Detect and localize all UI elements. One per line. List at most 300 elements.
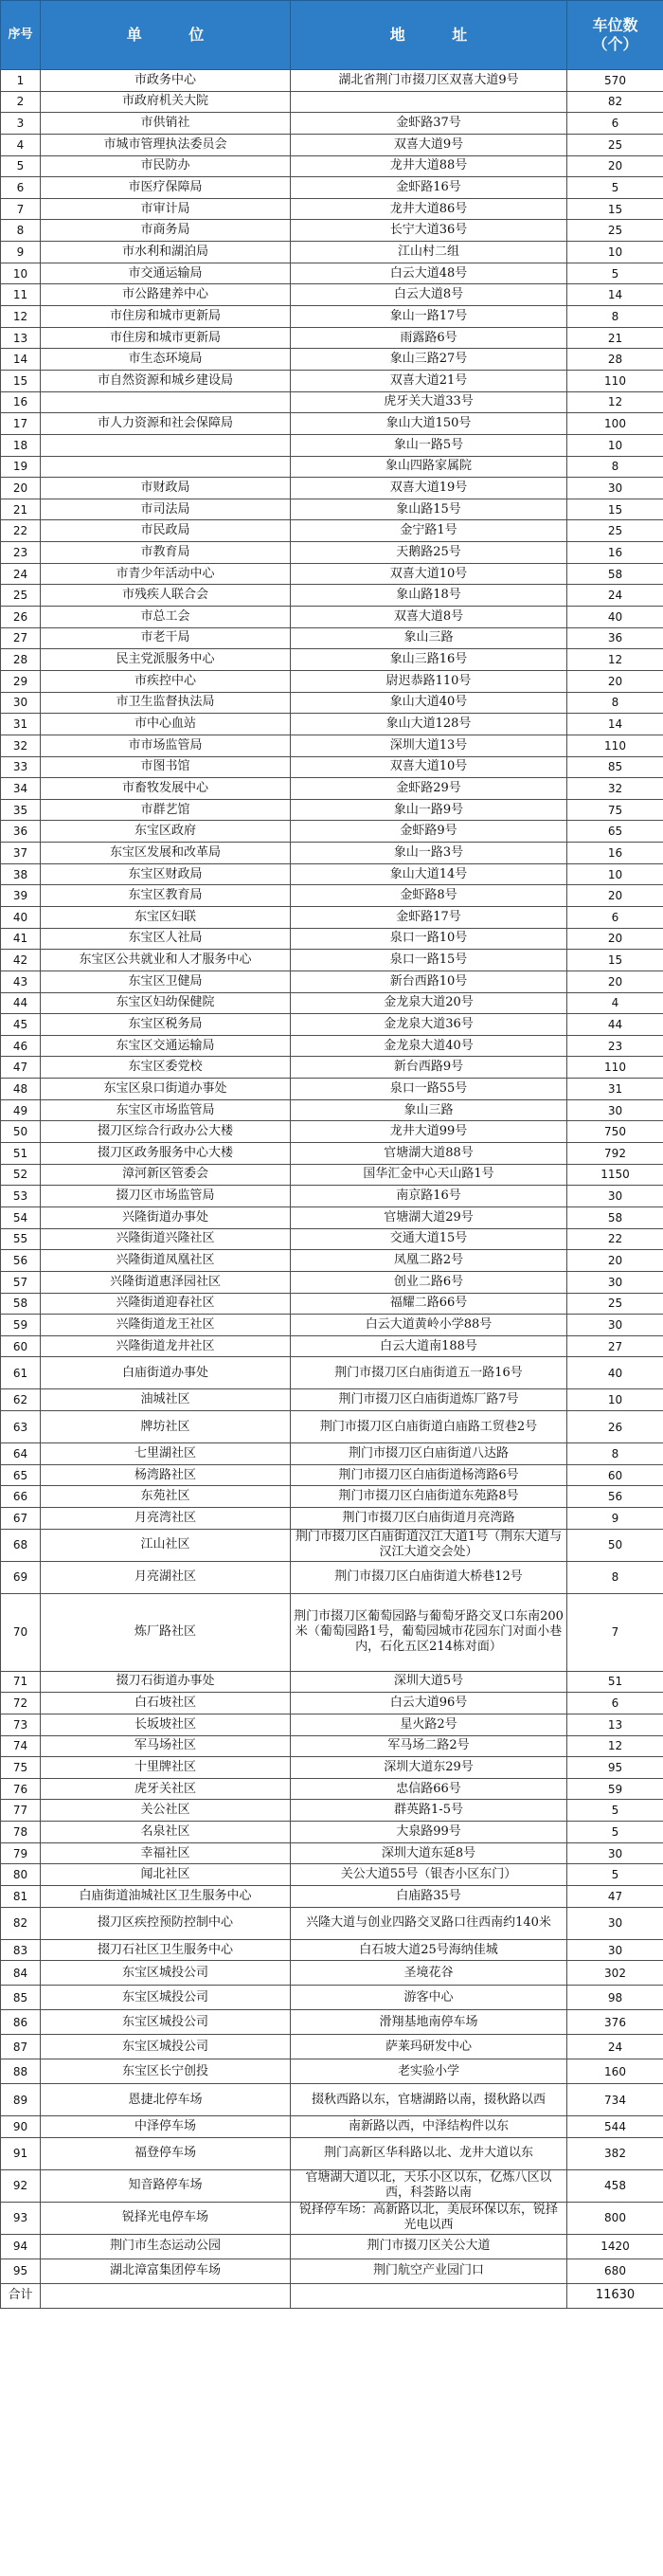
row-spaces: 56 [567,1486,663,1508]
table-row [1,1099,663,1121]
row-address: 新台西路10号 [291,971,567,992]
row-unit: 市教育局 [41,542,291,564]
row-spaces: 30 [567,478,663,499]
row-address: 萨莱玛研发中心 [291,2035,567,2059]
table-row [1,2059,663,2084]
table-row [1,1411,663,1443]
table-row [1,1486,663,1508]
row-index: 69 [1,1561,41,1593]
row-address: 象山三路 [291,627,567,649]
row-spaces: 26 [567,1411,663,1443]
header-spaces [567,1,663,70]
table-row [1,670,663,692]
row-unit: 东宝区教育局 [41,885,291,907]
row-index: 78 [1,1822,41,1843]
table-row [1,2010,663,2035]
row-index: 28 [1,649,41,671]
table-row [1,1443,663,1465]
row-spaces: 98 [567,1986,663,2010]
row-index: 18 [1,434,41,456]
row-index: 12 [1,306,41,328]
row-address: 金龙泉大道40号 [291,1035,567,1057]
row-index: 13 [1,327,41,349]
row-index: 80 [1,1864,41,1886]
row-address: 深圳大道13号 [291,735,567,756]
row-spaces: 110 [567,370,663,391]
row-unit: 市商务局 [41,220,291,242]
row-spaces: 44 [567,1014,663,1036]
row-address: 兴隆大道与创业四路交叉路口往西南约140米 [291,1907,567,1939]
row-index: 42 [1,950,41,971]
row-spaces: 20 [567,155,663,177]
table-row [1,70,663,92]
table-row [1,1986,663,2010]
row-spaces: 9 [567,1508,663,1530]
table-row [1,1529,663,1561]
row-index: 43 [1,971,41,992]
row-index: 38 [1,863,41,885]
row-spaces: 23 [567,1035,663,1057]
row-spaces: 16 [567,542,663,564]
row-unit: 东宝区税务局 [41,1014,291,1036]
row-spaces: 792 [567,1143,663,1165]
row-address: 圣境花谷 [291,1961,567,1986]
row-index: 21 [1,499,41,520]
row-unit: 荆门市生态运动公园 [41,2234,291,2259]
row-index: 8 [1,220,41,242]
row-address: 老实验小学 [291,2059,567,2084]
row-unit: 名泉社区 [41,1822,291,1843]
table-row [1,1228,663,1250]
row-spaces: 30 [567,1842,663,1864]
table-row [1,1315,663,1336]
row-spaces: 544 [567,2116,663,2138]
row-spaces: 47 [567,1886,663,1908]
table-row [1,1206,663,1228]
row-address: 白石坡大道25号海纳佳城 [291,1939,567,1961]
row-index: 76 [1,1778,41,1800]
row-unit: 东苑社区 [41,1486,291,1508]
table-row [1,1057,663,1079]
row-unit: 东宝区市场监管局 [41,1099,291,1121]
row-spaces: 6 [567,113,663,135]
row-address: 白云大道8号 [291,284,567,306]
row-index: 36 [1,821,41,843]
row-address: 泉口一路55号 [291,1079,567,1100]
row-spaces: 22 [567,1228,663,1250]
row-index: 45 [1,1014,41,1036]
row-address: 双喜大道21号 [291,370,567,391]
row-unit: 市图书馆 [41,756,291,778]
table-row [1,434,663,456]
row-spaces: 20 [567,971,663,992]
row-address: 滑翔基地南停车场 [291,2010,567,2035]
row-address: 白云大道48号 [291,263,567,284]
row-address: 长宁大道36号 [291,220,567,242]
row-spaces: 8 [567,1443,663,1465]
row-address: 白庙路35号 [291,1886,567,1908]
row-spaces: 6 [567,906,663,928]
row-unit: 闻北社区 [41,1864,291,1886]
row-index: 83 [1,1939,41,1961]
row-address: 虎牙关大道33号 [291,391,567,413]
row-spaces: 302 [567,1961,663,1986]
row-spaces: 6 [567,1693,663,1714]
row-address: 象山路15号 [291,499,567,520]
row-unit: 兴隆街道迎春社区 [41,1293,291,1315]
row-address: 湖北省荆门市掇刀区双喜大道9号 [291,70,567,92]
row-unit: 掇刀区综合行政办公大楼 [41,1121,291,1143]
row-unit: 兴隆街道兴隆社区 [41,1228,291,1250]
row-spaces: 25 [567,134,663,155]
table-row [1,1800,663,1822]
row-address: 象山三路 [291,1099,567,1121]
row-index: 32 [1,735,41,756]
row-index: 63 [1,1411,41,1443]
row-address: 象山一路17号 [291,306,567,328]
row-spaces: 15 [567,198,663,220]
table-row [1,155,663,177]
row-unit: 白庙街道油城社区卫生服务中心 [41,1886,291,1908]
row-address: 掇秋西路以东，官塘湖路以南，掇秋路以西 [291,2084,567,2116]
row-unit [41,391,291,413]
row-address: 游客中心 [291,1986,567,2010]
table-row [1,499,663,520]
row-address: 荆门市掇刀区白庙街道大桥巷12号 [291,1561,567,1593]
row-index: 7 [1,198,41,220]
row-index: 57 [1,1271,41,1293]
row-spaces: 85 [567,756,663,778]
row-unit: 市老干局 [41,627,291,649]
table-row [1,649,663,671]
row-unit: 市政府机关大院 [41,91,291,113]
row-index: 93 [1,2202,41,2234]
row-index: 74 [1,1735,41,1757]
row-address: 金龙泉大道36号 [291,1014,567,1036]
row-spaces: 8 [567,306,663,328]
table-row [1,306,663,328]
row-spaces: 7 [567,1593,663,1671]
table-row [1,456,663,478]
row-spaces: 13 [567,1714,663,1735]
row-address: 双喜大道10号 [291,756,567,778]
row-spaces: 15 [567,499,663,520]
row-index: 92 [1,2169,41,2202]
table-row [1,1842,663,1864]
row-index: 49 [1,1099,41,1121]
row-spaces: 32 [567,778,663,800]
row-spaces: 8 [567,1561,663,1593]
row-index: 44 [1,992,41,1014]
table-row [1,1961,663,1986]
row-spaces: 20 [567,670,663,692]
row-address: 雨露路6号 [291,327,567,349]
row-spaces: 25 [567,1293,663,1315]
table-row [1,1693,663,1714]
row-address: 大泉路99号 [291,1822,567,1843]
row-spaces: 750 [567,1121,663,1143]
table-row [1,2234,663,2259]
row-unit: 市交通运输局 [41,263,291,284]
row-index: 90 [1,2116,41,2138]
row-unit: 市水利和湖泊局 [41,242,291,263]
row-address: 交通大道15号 [291,1228,567,1250]
row-spaces: 800 [567,2202,663,2234]
row-address: 金虾路29号 [291,778,567,800]
table-row [1,2259,663,2283]
row-unit: 市城市管理执法委员会 [41,134,291,155]
row-index: 25 [1,585,41,607]
table-row [1,520,663,542]
table-row [1,1079,663,1100]
row-unit: 关公社区 [41,1800,291,1822]
row-index: 6 [1,177,41,199]
table-row [1,585,663,607]
row-address: 双喜大道8号 [291,607,567,628]
row-address: 金虾路17号 [291,906,567,928]
row-unit: 虎牙关社区 [41,1778,291,1800]
row-spaces: 30 [567,1271,663,1293]
row-spaces: 30 [567,1907,663,1939]
row-unit: 东宝区公共就业和人才服务中心 [41,950,291,971]
table-row [1,1714,663,1735]
row-unit: 市民政局 [41,520,291,542]
row-unit: 市医疗保障局 [41,177,291,199]
row-unit: 东宝区城投公司 [41,2010,291,2035]
row-address: 荆门高新区华科路以北、龙井大道以东 [291,2137,567,2169]
row-index: 84 [1,1961,41,1986]
table-row [1,843,663,864]
row-index: 1 [1,70,41,92]
table-row [1,198,663,220]
total-empty-address [291,2283,567,2308]
row-spaces: 382 [567,2137,663,2169]
row-unit: 锐择光电停车场 [41,2202,291,2234]
row-index: 35 [1,799,41,821]
row-spaces: 458 [567,2169,663,2202]
row-spaces: 160 [567,2059,663,2084]
row-address: 南京路16号 [291,1186,567,1207]
row-unit: 东宝区城投公司 [41,1961,291,1986]
row-index: 10 [1,263,41,284]
row-spaces: 20 [567,928,663,950]
row-spaces: 8 [567,456,663,478]
row-spaces: 100 [567,413,663,435]
row-index: 60 [1,1335,41,1357]
row-address: 尉迟恭路110号 [291,670,567,692]
row-unit: 东宝区财政局 [41,863,291,885]
row-unit: 东宝区人社局 [41,928,291,950]
row-unit: 掇刀区市场监管局 [41,1186,291,1207]
row-address: 象山一路9号 [291,799,567,821]
row-address: 双喜大道19号 [291,478,567,499]
row-address: 荆门市掇刀区白庙街道白庙路工贸巷2号 [291,1411,567,1443]
table-row [1,349,663,371]
row-spaces: 95 [567,1757,663,1779]
row-index: 34 [1,778,41,800]
row-spaces: 36 [567,627,663,649]
row-unit: 掇刀石街道办事处 [41,1671,291,1693]
row-spaces: 110 [567,735,663,756]
row-index: 65 [1,1464,41,1486]
table-row [1,971,663,992]
total-empty-unit [41,2283,291,2308]
row-spaces: 20 [567,1250,663,1272]
table-row [1,1271,663,1293]
row-unit: 白石坡社区 [41,1693,291,1714]
row-address: 象山三路27号 [291,349,567,371]
row-address: 锐择停车场：高新路以北，美辰环保以东，锐择光电以西 [291,2202,567,2234]
row-address: 天鹅路25号 [291,542,567,564]
row-index: 70 [1,1593,41,1671]
row-unit: 市卫生监督执法局 [41,692,291,714]
row-index: 58 [1,1293,41,1315]
table-row [1,2202,663,2234]
row-unit: 东宝区妇联 [41,906,291,928]
row-spaces: 27 [567,1335,663,1357]
row-unit: 杨湾路社区 [41,1464,291,1486]
row-unit: 长坂坡社区 [41,1714,291,1735]
table-header-row [1,1,663,70]
table-row [1,821,663,843]
row-unit: 中泽停车场 [41,2116,291,2138]
row-spaces: 25 [567,220,663,242]
row-index: 87 [1,2035,41,2059]
row-address: 南新路以西，中泽结构件以东 [291,2116,567,2138]
row-index: 52 [1,1164,41,1186]
row-index: 66 [1,1486,41,1508]
row-index: 72 [1,1693,41,1714]
row-index: 22 [1,520,41,542]
table-row [1,542,663,564]
row-spaces: 1420 [567,2234,663,2259]
row-index: 56 [1,1250,41,1272]
table-row [1,134,663,155]
row-index: 5 [1,155,41,177]
row-spaces: 14 [567,714,663,735]
row-spaces: 5 [567,177,663,199]
row-unit: 市总工会 [41,607,291,628]
row-unit: 市审计局 [41,198,291,220]
row-unit: 市市场监管局 [41,735,291,756]
header-index: 序号 [1,1,41,70]
row-spaces: 58 [567,563,663,585]
row-address: 荆门市掇刀区白庙街道杨湾路6号 [291,1464,567,1486]
table-row [1,1735,663,1757]
row-unit: 市自然资源和城乡建设局 [41,370,291,391]
row-spaces: 30 [567,1939,663,1961]
row-address: 荆门市掇刀区葡萄园路与葡萄牙路交叉口东南200米（葡萄园路1号，葡萄园城市花园东门对面小巷内，石化五区214栋对面） [291,1593,567,1671]
table-row [1,1250,663,1272]
row-spaces: 24 [567,2035,663,2059]
row-index: 17 [1,413,41,435]
row-unit: 东宝区政府 [41,821,291,843]
row-unit: 市财政局 [41,478,291,499]
row-address: 福耀二路66号 [291,1293,567,1315]
row-spaces: 110 [567,1057,663,1079]
row-spaces: 40 [567,607,663,628]
row-unit: 市疾控中心 [41,670,291,692]
row-address: 双喜大道9号 [291,134,567,155]
row-unit: 兴隆街道办事处 [41,1206,291,1228]
table-row [1,220,663,242]
table-row [1,1389,663,1411]
row-address: 新台西路9号 [291,1057,567,1079]
row-unit: 恩捷北停车场 [41,2084,291,2116]
row-unit: 东宝区委党校 [41,1057,291,1079]
row-unit: 市司法局 [41,499,291,520]
row-unit: 市青少年活动中心 [41,563,291,585]
row-address: 江山村二组 [291,242,567,263]
row-spaces: 10 [567,242,663,263]
row-unit: 东宝区泉口街道办事处 [41,1079,291,1100]
table-row [1,1778,663,1800]
row-address: 象山路18号 [291,585,567,607]
row-spaces: 28 [567,349,663,371]
row-spaces: 376 [567,2010,663,2035]
row-index: 2 [1,91,41,113]
table-row [1,627,663,649]
row-spaces: 50 [567,1529,663,1561]
header-spaces-unit: （个） [592,35,638,53]
total-row [1,2283,663,2308]
row-address: 龙井大道88号 [291,155,567,177]
row-spaces: 5 [567,263,663,284]
row-spaces: 31 [567,1079,663,1100]
row-index: 91 [1,2137,41,2169]
row-address: 金龙泉大道20号 [291,992,567,1014]
row-index: 29 [1,670,41,692]
row-unit: 白庙街道办事处 [41,1357,291,1389]
row-address: 泉口一路10号 [291,928,567,950]
row-unit: 市政务中心 [41,70,291,92]
row-spaces: 5 [567,1800,663,1822]
row-spaces: 4 [567,992,663,1014]
row-unit: 东宝区妇幼保健院 [41,992,291,1014]
row-index: 75 [1,1757,41,1779]
row-index: 9 [1,242,41,263]
table-row [1,906,663,928]
row-index: 31 [1,714,41,735]
row-index: 62 [1,1389,41,1411]
row-index: 77 [1,1800,41,1822]
table-row [1,177,663,199]
row-unit: 炼厂路社区 [41,1593,291,1671]
row-unit: 市供销社 [41,113,291,135]
row-address: 白云大道96号 [291,1693,567,1714]
row-unit: 十里牌社区 [41,1757,291,1779]
row-unit: 东宝区城投公司 [41,2035,291,2059]
row-address: 白云大道黄岭小学88号 [291,1315,567,1336]
row-spaces: 12 [567,1735,663,1757]
row-address: 群英路1-5号 [291,1800,567,1822]
row-unit: 东宝区交通运输局 [41,1035,291,1057]
table-row [1,1035,663,1057]
row-index: 82 [1,1907,41,1939]
row-address: 象山三路16号 [291,649,567,671]
row-index: 94 [1,2234,41,2259]
row-spaces: 65 [567,821,663,843]
table-row [1,413,663,435]
row-unit: 月亮湖社区 [41,1561,291,1593]
row-address: 金虾路16号 [291,177,567,199]
row-address: 象山一路5号 [291,434,567,456]
row-address: 金虾路8号 [291,885,567,907]
table-row [1,756,663,778]
row-address: 象山四路家属院 [291,456,567,478]
row-address: 军马场二路2号 [291,1735,567,1757]
row-address: 荆门市掇刀区白庙街道汉江大道1号（荆东大道与汉江大道交会处） [291,1529,567,1561]
